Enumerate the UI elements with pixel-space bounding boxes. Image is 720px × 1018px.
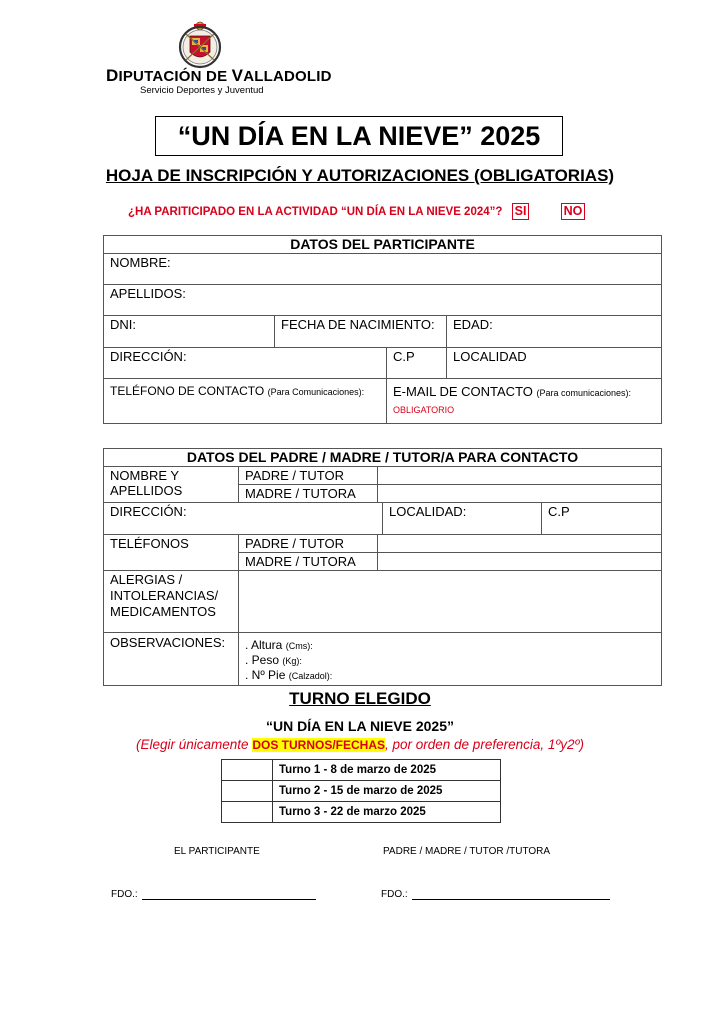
guardian-father-phone-label: PADRE / TUTOR: [239, 535, 378, 553]
participant-name-field[interactable]: [104, 254, 662, 285]
shift-options-table: [221, 759, 501, 823]
guardian-signature-label: PADRE / MADRE / TUTOR /TUTORA: [383, 846, 551, 857]
participant-fdo-label: FDO.:: [111, 889, 138, 900]
participant-address-field[interactable]: [104, 348, 387, 379]
shift-section-title: TURNO ELEGIDO: [289, 689, 431, 708]
organization-name: DIPUTACIÓN DE VALLADOLID: [106, 66, 332, 85]
participation-question-text: ¿HA PARITICIPADO EN LA ACTIVIDAD “UN DÍA EN LA NIEVE 2024”?: [128, 206, 503, 218]
form-subtitle: HOJA DE INSCRIPCIÓN Y AUTORIZACIONES (OBLIGATORIAS): [105, 166, 615, 185]
shift-instructions: [0, 737, 720, 752]
participant-dni-label: DNI:: [110, 317, 136, 332]
guardian-father-name-field[interactable]: [378, 467, 662, 485]
shift-3-label: Turno 3 - 22 de marzo 2025: [273, 802, 501, 823]
guardian-mother-phone-label: MADRE / TUTORA: [239, 553, 378, 571]
allergies-label: ALERGIAS / INTOLERANCIAS/ MEDICAMENTOS: [104, 571, 239, 633]
participant-signature-underline: [142, 890, 316, 900]
document-title-box: [155, 116, 563, 156]
shift-option-row: [222, 802, 501, 823]
participation-question: [128, 203, 585, 220]
observations-field[interactable]: [239, 633, 662, 686]
participant-email-field[interactable]: [387, 379, 662, 424]
shoe-size-label: . Nº Pie: [245, 668, 286, 682]
shift-instructions-pre: (Elegir únicamente: [136, 737, 253, 752]
shift-2-label: Turno 2 - 15 de marzo de 2025: [273, 781, 501, 802]
guardian-fdo-label: FDO.:: [381, 889, 408, 900]
participant-email-label: E-MAIL DE CONTACTO: [393, 384, 533, 399]
participant-postcode-field[interactable]: [387, 348, 447, 379]
participant-surname-field[interactable]: [104, 285, 662, 316]
guardian-signature-line[interactable]: [381, 889, 610, 900]
coat-of-arms-logo: [176, 20, 224, 70]
guardian-postcode-field[interactable]: [542, 503, 662, 535]
participant-dni-field[interactable]: [104, 316, 275, 348]
guardian-mother-label: MADRE / TUTORA: [239, 485, 378, 503]
guardian-mother-phone-field[interactable]: [378, 553, 662, 571]
height-unit: (Cms):: [285, 641, 313, 651]
document-title: “UN DÍA EN LA NIEVE” 2025: [177, 120, 541, 151]
participant-address-label: DIRECCIÓN:: [110, 349, 187, 364]
participant-birthdate-label: FECHA DE NACIMIENTO:: [281, 317, 435, 332]
shift-3-preference-box[interactable]: [222, 802, 273, 823]
guardian-phones-label: TELÉFONOS: [104, 535, 239, 571]
shift-2-preference-box[interactable]: [222, 781, 273, 802]
guardian-address-label: DIRECCIÓN:: [110, 504, 187, 519]
shift-1-preference-box[interactable]: [222, 760, 273, 781]
guardian-address-field[interactable]: [104, 503, 383, 535]
answer-yes-box[interactable]: SI: [512, 203, 530, 220]
height-label: . Altura: [245, 638, 283, 652]
participant-age-label: EDAD:: [453, 317, 493, 332]
weight-label: . Peso: [245, 653, 280, 667]
participant-birthdate-field[interactable]: [275, 316, 447, 348]
shift-option-row: [222, 760, 501, 781]
participant-data-table: [103, 235, 662, 424]
observations-label: OBSERVACIONES:: [104, 633, 239, 686]
shift-1-label: Turno 1 - 8 de marzo de 2025: [273, 760, 501, 781]
participant-phone-field[interactable]: [104, 379, 387, 424]
organization-department: Servicio Deportes y Juventud: [140, 85, 264, 96]
guardian-father-phone-field[interactable]: [378, 535, 662, 553]
participant-age-field[interactable]: [447, 316, 662, 348]
guardian-mother-name-field[interactable]: [378, 485, 662, 503]
participant-surname-label: APELLIDOS:: [110, 286, 186, 301]
participant-phone-label: TELÉFONO DE CONTACTO: [110, 384, 265, 398]
participant-name-label: NOMBRE:: [110, 255, 171, 270]
participant-city-label: LOCALIDAD: [453, 349, 527, 364]
guardian-father-label: PADRE / TUTOR: [239, 467, 378, 485]
weight-unit: (Kg):: [282, 656, 302, 666]
participant-email-required: OBLIGATORIO: [393, 405, 455, 415]
shift-instructions-highlight: DOS TURNOS/FECHAS: [252, 738, 385, 752]
shift-option-row: [222, 781, 501, 802]
participant-signature-label: EL PARTICIPANTE: [174, 846, 260, 857]
participant-phone-note: (Para Comunicaciones):: [267, 387, 365, 397]
allergies-field[interactable]: [239, 571, 662, 633]
guardian-data-table: [103, 448, 662, 686]
answer-no-box[interactable]: NO: [561, 203, 586, 220]
guardian-name-label: NOMBRE Y APELLIDOS: [104, 467, 239, 503]
participant-postcode-label: C.P: [393, 349, 415, 364]
shoe-size-unit: (Calzadol):: [288, 671, 333, 681]
guardian-city-label: LOCALIDAD:: [389, 504, 467, 519]
participant-city-field[interactable]: [447, 348, 662, 379]
guardian-city-field[interactable]: [383, 503, 542, 535]
guardian-signature-underline: [412, 890, 610, 900]
shift-instructions-post: , por orden de preferencia, 1ºy2º): [385, 737, 584, 752]
participant-signature-line[interactable]: [111, 889, 316, 900]
shift-section-subtitle: “UN DÍA EN LA NIEVE 2025”: [265, 718, 454, 734]
guardian-header: DATOS DEL PADRE / MADRE / TUTOR/A PARA CONTACTO: [104, 449, 662, 467]
participant-header: DATOS DEL PARTICIPANTE: [104, 236, 662, 254]
guardian-postcode-label: C.P: [548, 504, 570, 519]
participant-email-note: (Para comunicaciones):: [536, 388, 632, 398]
